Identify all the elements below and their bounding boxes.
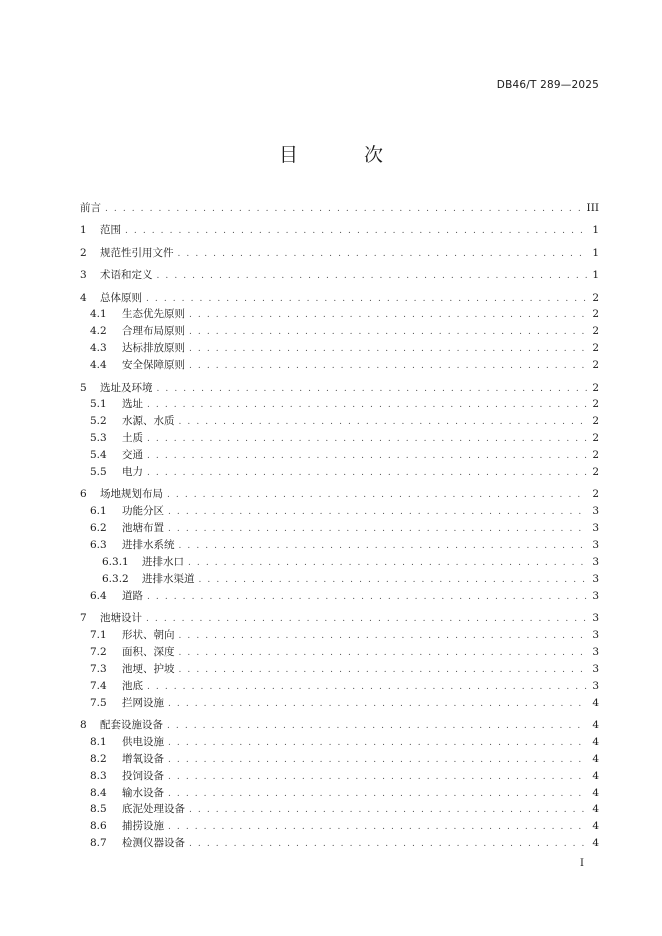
toc-entry-number: 8	[80, 718, 87, 731]
toc-entry-title: 面积、深度	[122, 645, 175, 658]
toc-entry[interactable]	[80, 818, 599, 835]
toc-entry-number: 7.4	[90, 679, 107, 692]
toc-entry[interactable]	[80, 571, 599, 588]
toc-entry-number: 7.1	[90, 628, 107, 641]
toc-entry-page: 2	[592, 398, 599, 411]
toc-dot-leader	[179, 538, 588, 555]
toc-entry-title: 场地规划布局	[100, 488, 163, 501]
toc-entry[interactable]	[80, 835, 599, 852]
toc-dot-leader	[189, 324, 587, 341]
toc-entry-number: 8.7	[90, 837, 107, 850]
toc-entry-page: 4	[592, 735, 599, 748]
toc-entry-page: III	[586, 202, 599, 214]
toc-dot-leader	[179, 645, 588, 662]
toc-entry-page: 3	[592, 645, 599, 658]
toc-entry[interactable]	[80, 222, 599, 239]
toc-entry[interactable]	[80, 447, 599, 464]
toc-entry-title: 池塘布置	[122, 522, 164, 535]
toc-dot-leader	[179, 628, 588, 645]
toc-entry-number: 6.4	[90, 589, 107, 602]
toc-entry-page: 4	[592, 820, 599, 833]
toc-entry[interactable]	[80, 661, 599, 678]
toc-entry-page: 3	[592, 662, 599, 675]
toc-entry[interactable]	[80, 751, 599, 768]
toc-dot-leader	[189, 836, 587, 853]
toc-dot-leader	[168, 504, 587, 521]
toc-entry-title: 增氧设备	[122, 752, 164, 765]
toc-entry[interactable]	[80, 588, 599, 605]
toc-entry-number: 7.2	[90, 645, 107, 658]
toc-dot-leader	[199, 572, 588, 589]
toc-entry-title: 电力	[122, 465, 143, 478]
toc-entry-number: 6.3	[90, 539, 107, 552]
toc-entry-number: 4	[80, 291, 87, 304]
toc-entry-title: 配套设施设备	[100, 718, 163, 731]
toc-dot-leader	[179, 414, 588, 431]
toc-dot-leader	[189, 802, 587, 819]
toc-entry[interactable]	[80, 340, 599, 357]
toc-entry-title: 形状、朝向	[122, 628, 175, 641]
toc-dot-leader	[105, 201, 583, 218]
toc-entry-page: 4	[592, 769, 599, 782]
toc-entry[interactable]	[80, 380, 599, 397]
toc-dot-leader	[179, 662, 588, 679]
toc-entry-number: 5	[80, 381, 87, 394]
toc-entry[interactable]	[80, 503, 599, 520]
toc-entry-page: 2	[592, 488, 599, 501]
toc-entry-number: 5.3	[90, 432, 107, 445]
toc-dot-leader	[189, 358, 587, 375]
toc-dot-leader	[168, 521, 587, 538]
toc-entry-number: 8.1	[90, 735, 107, 748]
toc-entry[interactable]	[80, 430, 599, 447]
toc-entry-page: 4	[592, 752, 599, 765]
toc-entry-title: 生态优先原则	[122, 308, 185, 321]
toc-entry-page: 2	[592, 449, 599, 462]
toc-entry-page: 2	[592, 415, 599, 428]
toc-entry-title: 池塘设计	[100, 612, 142, 625]
toc-entry-number: 1	[80, 224, 87, 237]
toc-entry-page: 2	[592, 342, 599, 355]
toc-entry[interactable]	[80, 644, 599, 661]
toc-dot-leader	[146, 611, 587, 628]
toc-entry-page: 1	[592, 246, 599, 259]
toc-entry-title: 规范性引用文件	[100, 246, 174, 259]
toc-entry-title: 道路	[122, 589, 143, 602]
toc-entry[interactable]	[80, 290, 599, 307]
toc-entry[interactable]	[80, 267, 599, 284]
toc-entry-title: 前言	[80, 202, 101, 214]
toc-entry[interactable]	[80, 486, 599, 503]
toc-entry-number: 8.6	[90, 820, 107, 833]
toc-entry-title: 范围	[100, 224, 121, 237]
toc-entry-page: 2	[592, 465, 599, 478]
toc-entry-number: 7.5	[90, 696, 107, 709]
toc-entry[interactable]	[80, 413, 599, 430]
toc-entry-page: 4	[592, 803, 599, 816]
toc-entry-page: 3	[592, 628, 599, 641]
toc-dot-leader	[147, 448, 587, 465]
toc-entry-title: 交通	[122, 449, 143, 462]
toc-entry[interactable]	[80, 785, 599, 802]
toc-entry-title: 合理布局原则	[122, 325, 185, 338]
toc-entry[interactable]	[80, 520, 599, 537]
toc-dot-leader	[168, 752, 587, 769]
toc-entry-number: 4.3	[90, 342, 107, 355]
toc-entry-number: 4.2	[90, 325, 107, 338]
toc-entry-page: 2	[592, 325, 599, 338]
toc-entry-title: 达标排放原则	[122, 342, 185, 355]
toc-entry-number: 6.1	[90, 505, 107, 518]
toc-entry-page: 2	[592, 432, 599, 445]
toc-entry[interactable]	[80, 396, 599, 413]
toc-entry-number: 8.5	[90, 803, 107, 816]
toc-entry-number: 5.4	[90, 449, 107, 462]
toc-entry-page: 3	[592, 679, 599, 692]
toc-entry-number: 4.4	[90, 359, 107, 372]
toc-entry-page: 4	[592, 718, 599, 731]
toc-entry-page: 1	[592, 269, 599, 282]
toc-entry-number: 8.3	[90, 769, 107, 782]
toc-entry-page: 4	[592, 837, 599, 850]
toc-dot-leader	[168, 769, 587, 786]
toc-entry-page: 3	[592, 612, 599, 625]
toc-dot-leader	[189, 307, 587, 324]
toc-dot-leader	[178, 246, 588, 263]
toc-entry-number: 5.2	[90, 415, 107, 428]
toc-entry-title: 投饲设备	[122, 769, 164, 782]
toc-entry-page: 3	[592, 589, 599, 602]
toc-entry-title: 底泥处理设备	[122, 803, 185, 816]
toc-entry-page: 2	[592, 291, 599, 304]
toc-entry-title: 选址及环境	[100, 381, 153, 394]
toc-entry[interactable]	[80, 323, 599, 340]
toc-entry-title: 检测仪器设备	[122, 837, 185, 850]
toc-entry[interactable]	[80, 768, 599, 785]
toc-entry-number: 8.2	[90, 752, 107, 765]
toc-dot-leader	[167, 487, 587, 504]
toc-dot-leader	[147, 431, 587, 448]
toc-entry-page: 3	[592, 505, 599, 518]
toc-entry[interactable]	[80, 627, 599, 644]
toc-entry[interactable]	[80, 801, 599, 818]
toc-entry-title: 安全保障原则	[122, 359, 185, 372]
toc-entry-title: 捕捞设施	[122, 820, 164, 833]
toc-dot-leader	[168, 786, 587, 803]
toc-entry[interactable]	[80, 554, 599, 571]
toc-entry[interactable]	[80, 678, 599, 695]
toc-entry[interactable]	[80, 610, 599, 627]
toc-entry[interactable]	[80, 717, 599, 734]
toc-dot-leader	[157, 381, 588, 398]
toc-entry-number: 5.1	[90, 398, 107, 411]
toc-entry-title: 输水设备	[122, 786, 164, 799]
page-title: 目 次	[278, 144, 414, 166]
toc-entry-page: 2	[592, 381, 599, 394]
toc-dot-leader	[167, 718, 587, 735]
toc-entry-title: 功能分区	[122, 505, 164, 518]
toc-dot-leader	[189, 341, 587, 358]
toc-entry-title: 进排水口	[142, 555, 184, 568]
toc-entry-title: 拦网设施	[122, 696, 164, 709]
toc-entry[interactable]	[80, 200, 599, 217]
toc-entry-number: 6.3.1	[102, 555, 129, 568]
toc-entry-number: 5.5	[90, 465, 107, 478]
toc-entry[interactable]	[80, 306, 599, 323]
toc-entry-page: 3	[592, 522, 599, 535]
toc-entry-number: 7.3	[90, 662, 107, 675]
toc-entry-title: 选址	[122, 398, 143, 411]
toc-entry-number: 6.3.2	[102, 572, 129, 585]
toc-dot-leader	[147, 679, 587, 696]
toc-entry-page: 4	[592, 786, 599, 799]
toc-entry-number: 8.4	[90, 786, 107, 799]
toc-entry-title: 土质	[122, 432, 143, 445]
toc-entry-number: 7	[80, 612, 87, 625]
toc-dot-leader	[147, 465, 587, 482]
toc-dot-leader	[157, 268, 588, 285]
toc-entry-page: 2	[592, 308, 599, 321]
toc-entry[interactable]	[80, 245, 599, 262]
toc-entry-title: 术语和定义	[100, 269, 153, 282]
toc-dot-leader	[125, 223, 587, 240]
toc-entry-title: 进排水渠道	[142, 572, 195, 585]
toc-entry-title: 供电设施	[122, 735, 164, 748]
toc-entry-number: 6.2	[90, 522, 107, 535]
toc-entry-page: 3	[592, 539, 599, 552]
toc-entry-page: 4	[592, 696, 599, 709]
toc-dot-leader	[188, 555, 587, 572]
toc-entry-number: 3	[80, 269, 87, 282]
toc-entry-title: 总体原则	[100, 291, 142, 304]
toc-entry-title: 水源、水质	[122, 415, 175, 428]
toc-entry[interactable]	[80, 695, 599, 712]
toc-entry-title: 进排水系统	[122, 539, 175, 552]
toc-entry[interactable]	[80, 357, 599, 374]
toc-dot-leader	[168, 696, 587, 713]
document-code: DB46/T 289—2025	[496, 79, 599, 91]
toc-dot-leader	[168, 819, 587, 836]
toc-entry-page: 2	[592, 359, 599, 372]
toc-dot-leader	[146, 291, 587, 308]
toc-entry-page: 3	[592, 572, 599, 585]
toc-entry-number: 6	[80, 488, 87, 501]
toc-entry-number: 2	[80, 246, 87, 259]
toc-entry[interactable]	[80, 734, 599, 751]
toc-entry[interactable]	[80, 464, 599, 481]
toc-dot-leader	[168, 735, 587, 752]
toc-entry-number: 4.1	[90, 308, 107, 321]
toc-entry[interactable]	[80, 537, 599, 554]
toc-entry-title: 池埂、护坡	[122, 662, 175, 675]
table-of-contents	[80, 200, 599, 852]
toc-entry-page: 3	[592, 555, 599, 568]
toc-entry-title: 池底	[122, 679, 143, 692]
page-number: I	[580, 858, 584, 869]
toc-dot-leader	[147, 589, 587, 606]
toc-entry-page: 1	[592, 224, 599, 237]
toc-dot-leader	[147, 397, 587, 414]
